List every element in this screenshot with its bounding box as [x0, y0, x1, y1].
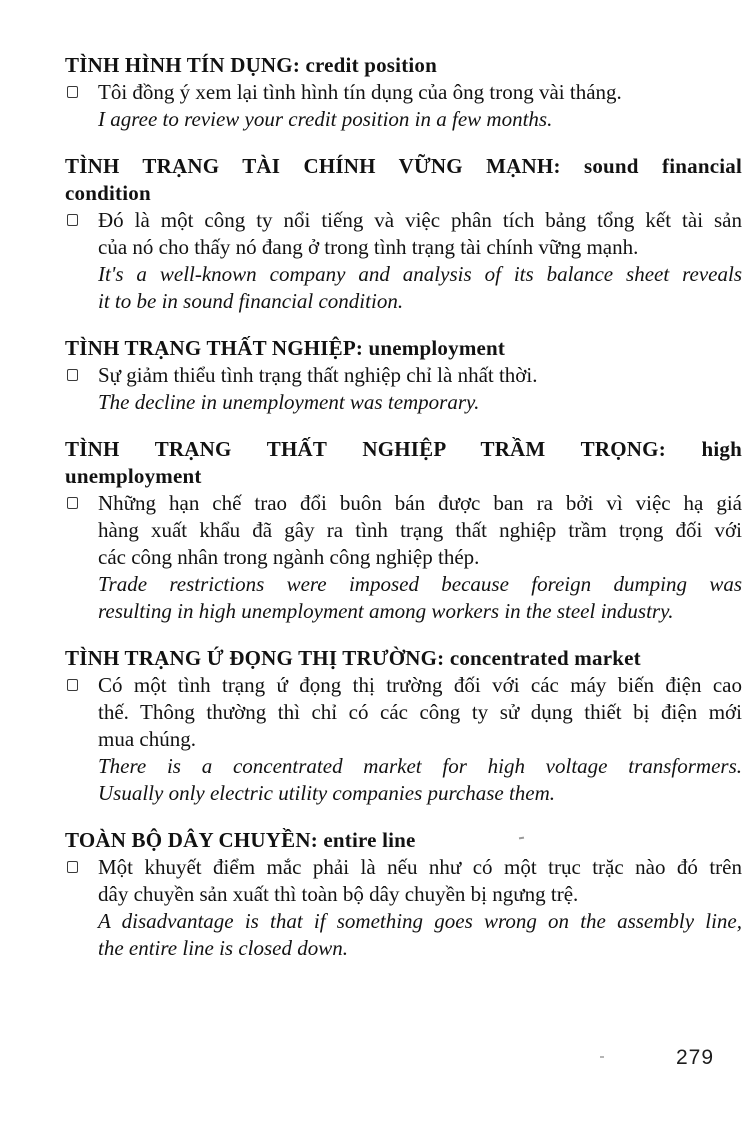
entry-example: [65, 79, 742, 133]
entry-concentrated-market: [65, 645, 742, 807]
entry-heading: [65, 52, 742, 79]
entry-heading: [65, 645, 742, 672]
example-english: [98, 389, 742, 416]
text-line: There is a concentrated market for high voltage transformers.: [98, 754, 742, 778]
text-line: của nó cho thấy nó đang ở trong tình trạng tài chính vững mạnh.: [98, 235, 639, 259]
text-line: Sự giảm thiểu tình trạng thất nghiệp chỉ là nhất thời.: [98, 363, 538, 387]
example-vietnamese: [98, 79, 742, 106]
text-line: Có một tình trạng ứ đọng thị trường đối với các máy biến điện cao: [98, 673, 742, 697]
text-line: TÌNH HÌNH TÍN DỤNG: credit position: [65, 53, 438, 77]
entry-example: [65, 490, 742, 625]
entry-heading: [65, 827, 742, 854]
example-vietnamese: [98, 362, 742, 389]
text-line: TÌNH TRẠNG THẤT NGHIỆP TRẦM TRỌNG: high: [65, 437, 742, 461]
text-line: Những hạn chế trao đổi buôn bán được ban ra bởi vì việc hạ giá: [98, 491, 742, 515]
square-bullet-icon: [67, 497, 78, 509]
entry-credit-position: [65, 52, 742, 133]
text-line: mua chúng.: [98, 727, 196, 751]
example-english: [98, 261, 742, 315]
text-line: hàng xuất khẩu đã gây ra tình trạng thất nghiệp trầm trọng đối với: [98, 518, 742, 542]
text-line: TÌNH TRẠNG Ứ ĐỌNG THỊ TRƯỜNG: concentrated market: [65, 646, 641, 670]
example-english: [98, 908, 742, 962]
entry-high-unemployment: [65, 436, 742, 625]
text-line: Tôi đồng ý xem lại tình hình tín dụng của ông trong vài tháng.: [98, 80, 622, 104]
scan-artifact-mark: [600, 1056, 604, 1058]
entry-example: [65, 854, 742, 962]
text-line: condition: [65, 181, 151, 205]
example-english: [98, 571, 742, 625]
text-line: resulting in high unemployment among workers in the steel industry.: [98, 599, 674, 623]
text-line: it to be in sound financial condition.: [98, 289, 404, 313]
text-line: Trade restrictions were imposed because foreign dumping was: [98, 572, 742, 596]
text-line: TOÀN BỘ DÂY CHUYỀN: entire line: [65, 828, 416, 852]
dictionary-entries: [65, 52, 742, 962]
text-line: Đó là một công ty nổi tiếng và việc phân tích bảng tổng kết tài sản: [98, 208, 742, 232]
example-vietnamese: [98, 490, 742, 571]
text-line: It's a well-known company and analysis of its balance sheet reveals: [98, 262, 742, 286]
example-english: [98, 106, 742, 133]
entry-heading: [65, 335, 742, 362]
text-line: các công nhân trong ngành công nghiệp thép.: [98, 545, 480, 569]
entry-unemployment: [65, 335, 742, 416]
square-bullet-icon: [67, 369, 78, 381]
entry-heading: [65, 436, 742, 490]
text-line: Một khuyết điểm mắc phải là nếu như có một trục trặc nào đó trên: [98, 855, 742, 879]
example-english: [98, 753, 742, 807]
entry-heading: [65, 153, 742, 207]
entry-entire-line: [65, 827, 742, 962]
text-line: TÌNH TRẠNG TÀI CHÍNH VỮNG MẠNH: sound financial: [65, 154, 742, 178]
text-line: The decline in unemployment was temporary.: [98, 390, 480, 414]
entry-sound-financial-condition: [65, 153, 742, 315]
text-line: unemployment: [65, 464, 202, 488]
example-vietnamese: [98, 207, 742, 261]
square-bullet-icon: [67, 86, 78, 98]
page-number: 279: [676, 1046, 715, 1069]
entry-example: [65, 207, 742, 315]
square-bullet-icon: [67, 214, 78, 226]
text-line: Usually only electric utility companies purchase them.: [98, 781, 556, 805]
text-line: dây chuyền sản xuất thì toàn bộ dây chuyền bị ngưng trệ.: [98, 882, 579, 906]
square-bullet-icon: [67, 679, 78, 691]
entry-example: [65, 362, 742, 416]
square-bullet-icon: [67, 861, 78, 873]
entry-example: [65, 672, 742, 807]
example-vietnamese: [98, 672, 742, 753]
example-vietnamese: [98, 854, 742, 908]
text-line: the entire line is closed down.: [98, 936, 349, 960]
text-line: A disadvantage is that if something goes wrong on the assembly line,: [98, 909, 742, 933]
text-line: I agree to review your credit position in a few months.: [98, 107, 553, 131]
text-line: thế. Thông thường thì chỉ có các công ty sử dụng thiết bị điện mới: [98, 700, 742, 724]
text-line: TÌNH TRẠNG THẤT NGHIỆP: unemployment: [65, 336, 506, 360]
